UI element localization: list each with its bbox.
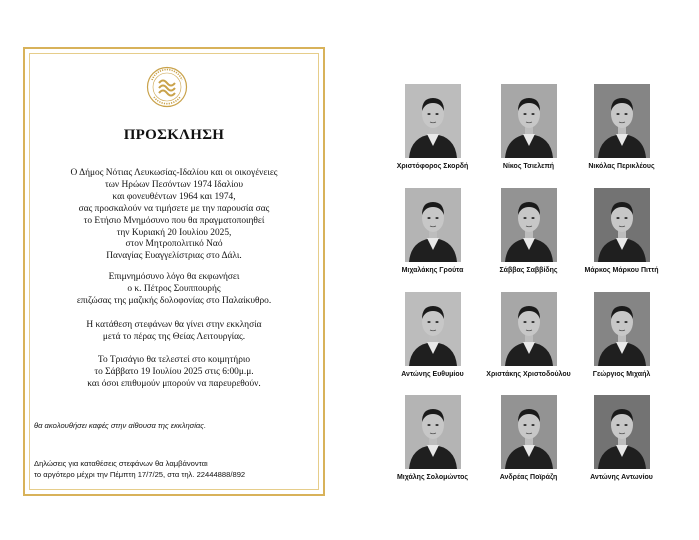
paragraph-line: την Κυριακή 20 Ιουλίου 2025, xyxy=(116,227,232,238)
invitation-paragraph-main xyxy=(30,168,318,263)
portrait-photo-icon xyxy=(501,188,557,262)
paragraph-line: στον Μητροπολιτικό Ναό xyxy=(125,239,223,250)
portrait-card-7 xyxy=(379,292,486,378)
portrait-card-12 xyxy=(568,395,675,481)
portrait-photo-icon xyxy=(405,84,461,158)
paragraph-line: Παναγίας Ευαγγελίστριας στο Δάλι. xyxy=(106,251,242,262)
paragraph-line: και όσοι επιθυμούν μπορούν να παρευρεθούν. xyxy=(87,378,261,389)
portrait-name: Αντώνης Αντωνίου xyxy=(590,474,653,481)
invitation-paragraph-trisagion xyxy=(30,355,318,391)
portrait-card-2 xyxy=(475,84,582,170)
paragraph-line: επιζώσας της μαζικής δολοφονίας στο Παλαίκυθρο. xyxy=(76,295,272,306)
portrait-name: Γεώργιος Μιχαήλ xyxy=(592,371,651,378)
portrait-name: Ανδρέας Ποϊράζη xyxy=(499,474,558,481)
invitation-paragraph-wreaths xyxy=(30,320,318,344)
paragraph-line: μετά το πέρας της Θείας Λειτουργίας. xyxy=(102,331,246,342)
portrait-photo-icon xyxy=(405,188,461,262)
portrait-card-3 xyxy=(568,84,675,170)
portrait-name: Μιχάλης Σολομώντος xyxy=(396,474,469,481)
portrait-name: Μιχαλάκης Γρούτα xyxy=(401,267,464,274)
municipal-seal-icon xyxy=(146,66,188,108)
portrait-photo-icon xyxy=(501,84,557,158)
portrait-photo-icon xyxy=(405,292,461,366)
wreath-note-line: το αργότερο μέχρι την Πέμπτη 17/7/25, στα τηλ. 22444888/892 xyxy=(34,470,246,479)
portrait-photo-icon xyxy=(594,395,650,469)
paragraph-line: Επιμνημόσυνο λόγο θα εκφωνήσει xyxy=(108,272,240,282)
portrait-name: Νικόλας Περικλέους xyxy=(588,163,655,170)
portrait-card-10 xyxy=(379,395,486,481)
paragraph-line: σας προσκαλούν να τιμήσετε με την παρουσία σας xyxy=(78,203,270,214)
portrait-name: Αντώνης Ευθυμίου xyxy=(401,371,464,378)
portrait-name: Νίκος Τσιελεπή xyxy=(502,163,555,170)
portrait-card-5 xyxy=(475,188,582,274)
portrait-card-9 xyxy=(568,292,675,378)
portrait-name: Χριστόφορος Σκορδή xyxy=(396,163,469,170)
paragraph-line: Ο Δήμος Νότιας Λευκωσίας-Ιδαλίου και οι οικογένειες xyxy=(70,168,278,178)
paragraph-line: και φονευθέντων 1964 και 1974, xyxy=(112,191,236,202)
portrait-name: Μάρκος Μάρκου Πιττή xyxy=(584,267,659,274)
portrait-card-8 xyxy=(475,292,582,378)
portrait-photo-icon xyxy=(594,188,650,262)
portrait-card-4 xyxy=(379,188,486,274)
paragraph-line: Το Τρισάγιο θα τελεστεί στο κοιμητήριο xyxy=(97,355,251,365)
portrait-card-11 xyxy=(475,395,582,481)
portrait-card-6 xyxy=(568,188,675,274)
portrait-photo-icon xyxy=(501,292,557,366)
invitation-paragraph-speaker xyxy=(30,272,318,308)
wreath-note-line: Δηλώσεις για καταθέσεις στεφάνων θα λαμβάνονται xyxy=(34,459,208,468)
paragraph-line: το Σάββατο 19 Ιουλίου 2025 στις 6:00μ.μ. xyxy=(94,366,254,377)
paragraph-line: των Ηρώων Πεσόντων 1974 Ιδαλίου xyxy=(104,179,244,190)
invitation-title: ΠΡΟΣΚΛΗΣΗ xyxy=(123,127,225,143)
portrait-name: Σάββας Σαββίδης xyxy=(499,267,558,274)
portrait-name: Χριστάκης Χριστοδούλου xyxy=(486,371,571,378)
portrait-photo-icon xyxy=(594,292,650,366)
portrait-photo-icon xyxy=(405,395,461,469)
portrait-photo-icon xyxy=(501,395,557,469)
portrait-card-1 xyxy=(379,84,486,170)
portrait-photo-icon xyxy=(594,84,650,158)
coffee-note: θα ακολουθήσει καφές στην αίθουσα της εκκλησίας. xyxy=(34,421,207,430)
paragraph-line: Η κατάθεση στεφάνων θα γίνει στην εκκλησία xyxy=(86,320,262,330)
paragraph-line: το Ετήσιο Μνημόσυνο που θα πραγματοποιηθεί xyxy=(83,215,265,226)
paragraph-line: ο κ. Πέτρος Σουππουρής xyxy=(127,283,221,294)
